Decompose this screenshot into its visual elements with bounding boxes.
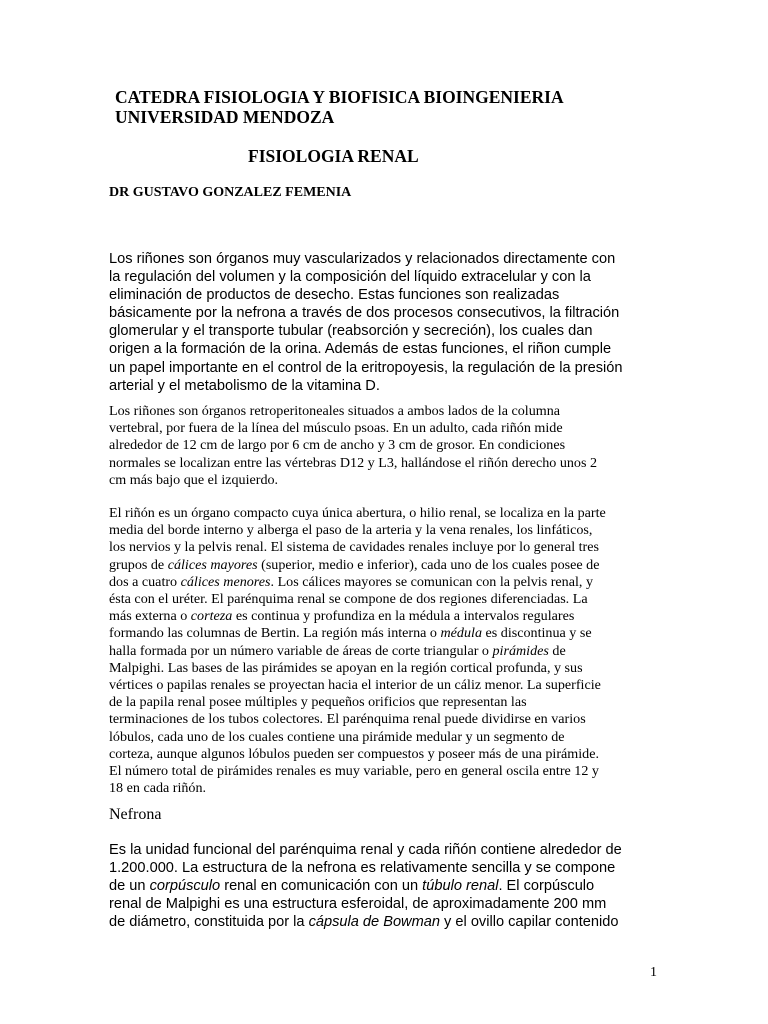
text-line <box>109 711 659 728</box>
text-run: y el ovillo capilar contenido <box>440 914 619 931</box>
text-run: más externa o <box>109 608 191 625</box>
text-line <box>109 859 659 877</box>
paragraph-4 <box>109 841 659 931</box>
text-line <box>109 895 659 913</box>
text-run: terminaciones de los tubos colectores. El parénquima renal puede dividirse en varios <box>109 711 586 728</box>
text-line <box>109 437 659 454</box>
text-line <box>109 522 659 539</box>
text-run: formando las columnas de Bertin. La región más interna o <box>109 625 441 642</box>
author-name: DR GUSTAVO GONZALEZ FEMENIA <box>109 185 352 200</box>
text-run: Los riñones son órganos muy vascularizados y relacionados directamente con <box>109 251 616 267</box>
text-line <box>109 250 659 268</box>
document-title: FISIOLOGIA RENAL <box>248 146 419 166</box>
italic-term: médula <box>440 625 482 642</box>
italic-term: cápsula de Bowman <box>308 914 440 931</box>
text-line <box>109 557 659 574</box>
text-line <box>109 877 659 895</box>
text-line <box>109 841 659 859</box>
text-line <box>109 322 659 340</box>
text-run: de <box>548 642 566 659</box>
text-line <box>109 574 659 591</box>
italic-term: corpúsculo <box>149 878 221 895</box>
text-run: halla formada por un número variable de áreas de corte triangular o <box>109 642 493 659</box>
text-line <box>109 455 659 472</box>
page-number: 1 <box>650 965 657 980</box>
text-run: lóbulos, cada uno de los cuales contiene una pirámide medular y un segmento de <box>109 728 565 745</box>
text-line <box>109 746 659 763</box>
text-run: Es la unidad funcional del parénquima renal y cada riñón contiene alrededor de <box>109 842 622 858</box>
italic-term: túbulo renal <box>422 878 499 895</box>
header-line-1: CATEDRA FISIOLOGIA Y BIOFISICA BIOINGENIERIA <box>115 87 564 107</box>
text-line <box>109 643 659 660</box>
text-run: El riñón es un órgano compacto cuya única abertura, o hilio renal, se localiza en la parte <box>109 505 606 521</box>
text-run: Los riñones son órganos retroperitoneales situados a ambos lados de la columna <box>109 403 561 419</box>
text-run: vertebral, por fuera de la línea del músculo psoas. En un adulto, cada riñón mide <box>109 420 563 437</box>
text-run: media del borde interno y alberga el paso de la arteria y la vena renales, los linfáticos, <box>109 522 593 539</box>
text-run: los nervios y la pelvis renal. El sistema de cavidades renales incluye por lo general tres <box>109 539 599 556</box>
text-run: origen a la formación de la orina. Además de estas funciones, el riñon cumple <box>109 341 612 358</box>
text-run: es continua y profundiza en la médula a intervalos regulares <box>232 608 575 625</box>
text-run: básicamente por la nefrona a través de dos procesos consecutivos, la filtración <box>109 305 620 322</box>
text-run: glomerular y el transporte tubular (reabsorción y secreción), los cuales dan <box>109 323 593 340</box>
text-line <box>109 472 659 489</box>
text-run: normales se localizan entre las vértebras D12 y L3, hallándose el riñón derecho unos 2 <box>109 454 598 471</box>
text-line <box>109 377 659 395</box>
text-run: 18 en cada riñón. <box>109 780 207 797</box>
text-line <box>109 763 659 780</box>
text-line <box>109 286 659 304</box>
paragraph-3 <box>109 505 659 797</box>
text-run: renal en comunicación con un <box>220 878 423 895</box>
text-line <box>109 539 659 556</box>
text-line <box>109 913 659 931</box>
text-line <box>109 340 659 358</box>
text-run: de diámetro, constituida por la <box>109 914 309 931</box>
text-run: Malpighi. Las bases de las pirámides se apoyan en la región cortical profunda, y sus <box>109 659 583 676</box>
text-line <box>109 694 659 711</box>
text-line <box>109 304 659 322</box>
text-line <box>109 505 659 522</box>
text-run: es discontinua y se <box>482 625 592 642</box>
text-line <box>109 608 659 625</box>
italic-term: corteza <box>190 608 233 625</box>
text-run: 1.200.000. La estructura de la nefrona es relativamente sencilla y se compone <box>109 860 616 877</box>
section-heading-nefrona: Nefrona <box>109 806 162 823</box>
text-run: eliminación de productos de desecho. Estas funciones son realizadas <box>109 287 560 304</box>
text-line <box>109 660 659 677</box>
text-run: un papel importante en el control de la eritropoyesis, la regulación de la presión <box>109 359 623 376</box>
text-run: alrededor de 12 cm de largo por 6 cm de ancho y 3 cm de grosor. En condiciones <box>109 437 566 454</box>
text-run: El número total de pirámides renales es muy variable, pero en general oscila entre 12 y <box>109 763 599 780</box>
text-line <box>109 780 659 797</box>
paragraph-2 <box>109 403 659 489</box>
italic-term: cálices mayores <box>167 556 258 573</box>
text-run: grupos de <box>109 556 168 573</box>
text-run: la regulación del volumen y la composición del líquido extracelular y con la <box>109 269 591 286</box>
text-run: renal de Malpighi es una estructura esferoidal, de aproximadamente 200 mm <box>109 896 607 913</box>
text-line <box>109 591 659 608</box>
text-run: (superior, medio e inferior), cada uno de los cuales posee de <box>257 556 600 573</box>
text-line <box>109 359 659 377</box>
text-run: . El corpúsculo <box>498 878 595 895</box>
paragraph-1 <box>109 250 659 395</box>
text-run: ésta con el uréter. El parénquima renal se compone de dos regiones diferenciadas. La <box>109 591 588 608</box>
text-run: de un <box>109 878 150 895</box>
text-run: de la papila renal posee múltiples y pequeños orificios que representan las <box>109 694 527 711</box>
text-line <box>109 677 659 694</box>
text-line <box>109 403 659 420</box>
header-line-2: UNIVERSIDAD MENDOZA <box>115 107 335 127</box>
text-run: vértices o papilas renales se proyectan hacia el interior de un cáliz menor. La superficie <box>109 677 601 694</box>
text-run: corteza, aunque algunos lóbulos pueden ser compuestos y poseer más de una pirámide. <box>109 745 600 762</box>
text-run: cm más bajo que el izquierdo. <box>109 471 279 488</box>
text-line <box>109 625 659 642</box>
text-run: arterial y el metabolismo de la vitamina D. <box>109 377 380 394</box>
text-line <box>109 420 659 437</box>
italic-term: cálices menores <box>180 573 271 590</box>
text-run: . Los cálices mayores se comunican con la pelvis renal, y <box>270 573 593 590</box>
text-line <box>109 729 659 746</box>
italic-term: pirámides <box>492 642 549 659</box>
text-run: dos a cuatro <box>109 573 181 590</box>
text-line <box>109 268 659 286</box>
